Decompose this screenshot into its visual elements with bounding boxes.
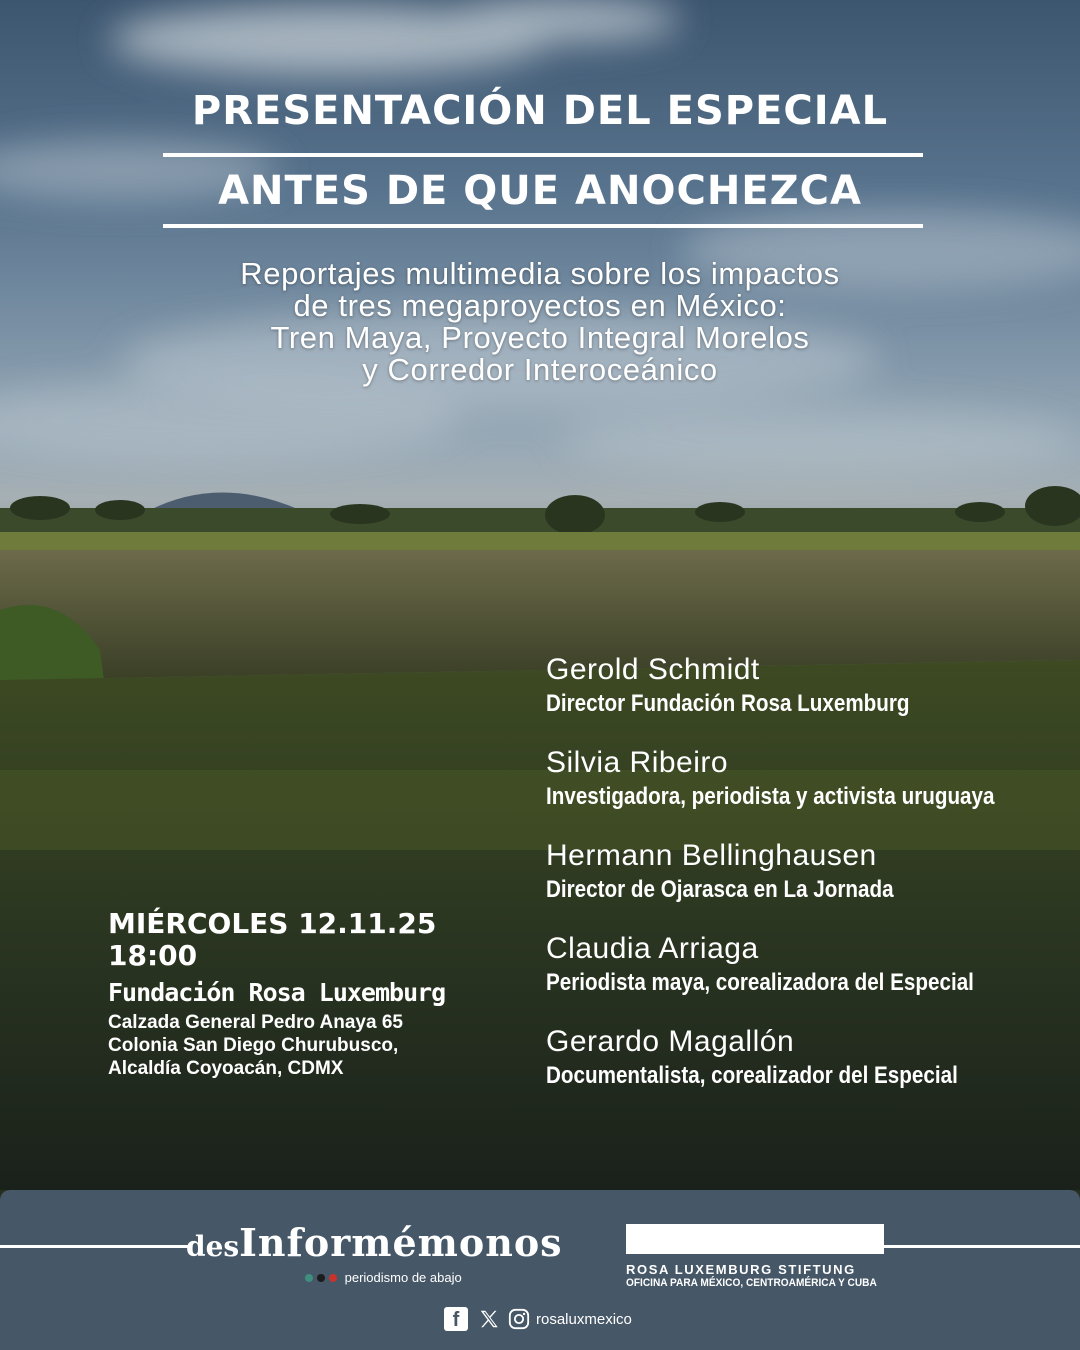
speaker-item xyxy=(546,1024,1066,1117)
rls-office: OFICINA PARA MÉXICO, CENTROAMÉRICA Y CUBA xyxy=(626,1277,877,1289)
event-details xyxy=(108,908,528,1080)
tagline-dot xyxy=(317,1274,325,1282)
speaker-item xyxy=(546,931,1066,1024)
speaker-role: Periodista maya, corealizadora del Especial xyxy=(546,969,974,996)
logo-main: Informémonos xyxy=(239,1220,563,1265)
desinformemonos-logo[interactable] xyxy=(186,1220,563,1265)
footer-divider-left xyxy=(0,1245,190,1248)
speaker-item xyxy=(546,652,1066,745)
speaker-name: Claudia Arriaga xyxy=(546,932,759,965)
subtitle-line: Reportajes multimedia sobre los impactos xyxy=(240,256,840,291)
speaker-role: Director Fundación Rosa Luxemburg xyxy=(546,690,910,717)
facebook-icon[interactable]: f xyxy=(444,1307,468,1331)
instagram-icon[interactable] xyxy=(508,1308,530,1330)
tagline-dot xyxy=(329,1274,337,1282)
address-line: Colonia San Diego Churubusco, xyxy=(108,1035,399,1056)
tagline-dot xyxy=(305,1274,313,1282)
poster-title-line2: ANTES DE QUE ANOCHEZCA xyxy=(218,168,862,214)
rls-name: ROSA LUXEMBURG STIFTUNG xyxy=(626,1262,856,1277)
footer xyxy=(0,1190,1080,1350)
social-links xyxy=(444,1306,632,1332)
subtitle-line: de tres megaproyectos en México: xyxy=(293,288,787,323)
subtitle-line: Tren Maya, Proyecto Integral Morelos xyxy=(270,320,810,355)
address-line: Alcaldía Coyoacán, CDMX xyxy=(108,1058,344,1079)
title-divider-top xyxy=(163,153,923,157)
speaker-name: Gerold Schmidt xyxy=(546,653,760,686)
address-line: Calzada General Pedro Anaya 65 xyxy=(108,1012,403,1033)
title-divider-bottom xyxy=(163,224,923,228)
speaker-role: Director de Ojarasca en La Jornada xyxy=(546,876,894,903)
tagline-text: periodismo de abajo xyxy=(344,1270,462,1285)
logo-tagline xyxy=(305,1270,462,1285)
speaker-name: Gerardo Magallón xyxy=(546,1025,795,1058)
speaker-name: Silvia Ribeiro xyxy=(546,746,729,779)
x-icon[interactable] xyxy=(478,1308,500,1330)
subtitle-line: y Corredor Interoceánico xyxy=(362,352,718,387)
footer-divider-right xyxy=(880,1245,1080,1248)
speaker-list xyxy=(546,652,1066,1117)
speaker-role: Investigadora, periodista y activista uruguaya xyxy=(546,783,995,810)
event-venue: Fundación Rosa Luxemburg xyxy=(108,978,446,1007)
poster-title-line1: PRESENTACIÓN DEL ESPECIAL xyxy=(191,88,889,134)
event-time: 18:00 xyxy=(108,939,198,972)
logo-prefix: des xyxy=(186,1230,240,1263)
event-date: MIÉRCOLES 12.11.25 xyxy=(108,907,437,940)
social-handle[interactable]: rosaluxmexico xyxy=(536,1310,632,1328)
speaker-role: Documentalista, corealizador del Especial xyxy=(546,1062,958,1089)
rls-logo-box[interactable] xyxy=(626,1224,884,1254)
subtitle xyxy=(100,258,980,386)
speaker-name: Hermann Bellinghausen xyxy=(546,839,877,872)
speaker-item xyxy=(546,745,1066,838)
speaker-item xyxy=(546,838,1066,931)
